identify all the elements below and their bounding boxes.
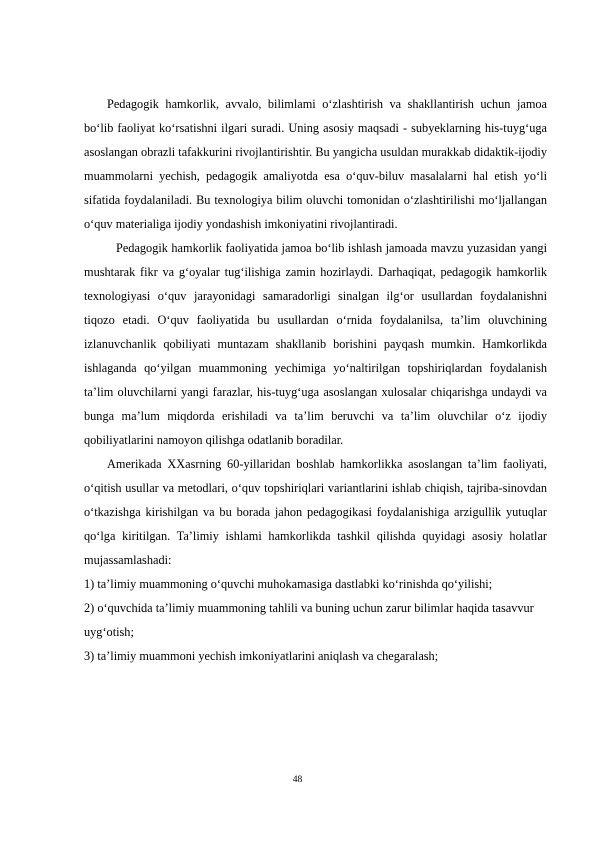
list-item-3: 3) ta’limiy muammoni yechish imkoniyatlarini aniqlash va chegaralash; [84,649,439,663]
paragraph-hamkorlik-intro: Pedagogik hamkorlik, avvalo, bilimlami o‘zlashtirish va shakllantirish uchun jamoa bo‘lib faoliyat ko‘rsatishni ilgari suradi. Uning asosiy maqsadi - subyeklarning his-tuyg‘uga asoslangan obrazli tafakkurini rivojlantirishtir. Bu yangicha usuldan murakkab didaktik-ijodiy muammolarni yechish, pedagogik amaliyotda esa o‘quv-biluv masalalarni hal etish yo‘li sifatida foydalaniladi. Bu texnologiya bilim oluvchi tomonidan o‘zlashtirilishi mo‘ljallangan o‘quv materialiga ijodiy yondashish imkoniyatini rivojlantiradi. [84,97,547,231]
document-body [84,92,547,668]
paragraph-amerika-tajribasi: Amerikada XXasrning 60-yillaridan boshlab hamkorlikka asoslangan ta’lim faoliyati, o‘qitish usullar va metodlari, o‘quv topshiriqlari variantlarini ishlab chiqish, tajriba-sinovdan o‘tkazishga kirishilgan va bu borada jahon pedagogikasi foydalanishiga arzigullik yutuqlar qo‘lga kiritilgan. Ta’limiy ishlami hamkorlikda tashkil qilishda quyidagi asosiy holatlar mujassamlashadi: [84,457,547,567]
list-item-2: 2) o‘quvchida ta’limiy muammoning tahlili va buning uchun zarur bilimlar haqida tasavvur uyg‘otish; [84,601,534,639]
paragraph-jamoa-faoliyati: Pedagogik hamkorlik faoliyatida jamoa bo‘lib ishlash jamoada mavzu yuzasidan yangi mushtarak fikr va g‘oyalar tug‘ilishiga zamin hozirlaydi. Darhaqiqat, pedagogik hamkorlik texnologiyasi o‘quv jarayonidagi samaradorligi sinalgan ilg‘or usullardan foydalanishni tiqozo etadi. O‘quv faoliyatida bu usullardan o‘rnida foydalanilsa, ta’lim oluvchining izlanuvchanlik qobiliyati muntazam shakllanib borishini payqash mumkin. Hamkorlikda ishlaganda qo‘yilgan muammoning yechimiga yo‘naltirilgan topshiriqlardan foydalanish ta’lim oluvchilarni yangi farazlar, his-tuyg‘uga asoslangan xulosalar chiqarishga undaydi va bunga ma’lum miqdorda erishiladi va ta’lim beruvchi va ta’lim oluvchilar o‘z ijodiy qobiliyatlarini namoyon qilishga odatlanib boradilar. [84,241,547,447]
list-item-1: 1) ta’limiy muammoning o‘quvchi muhokamasiga dastlabki ko‘rinishda qo‘yilishi; [84,577,493,591]
page-number: 48 [292,775,303,785]
